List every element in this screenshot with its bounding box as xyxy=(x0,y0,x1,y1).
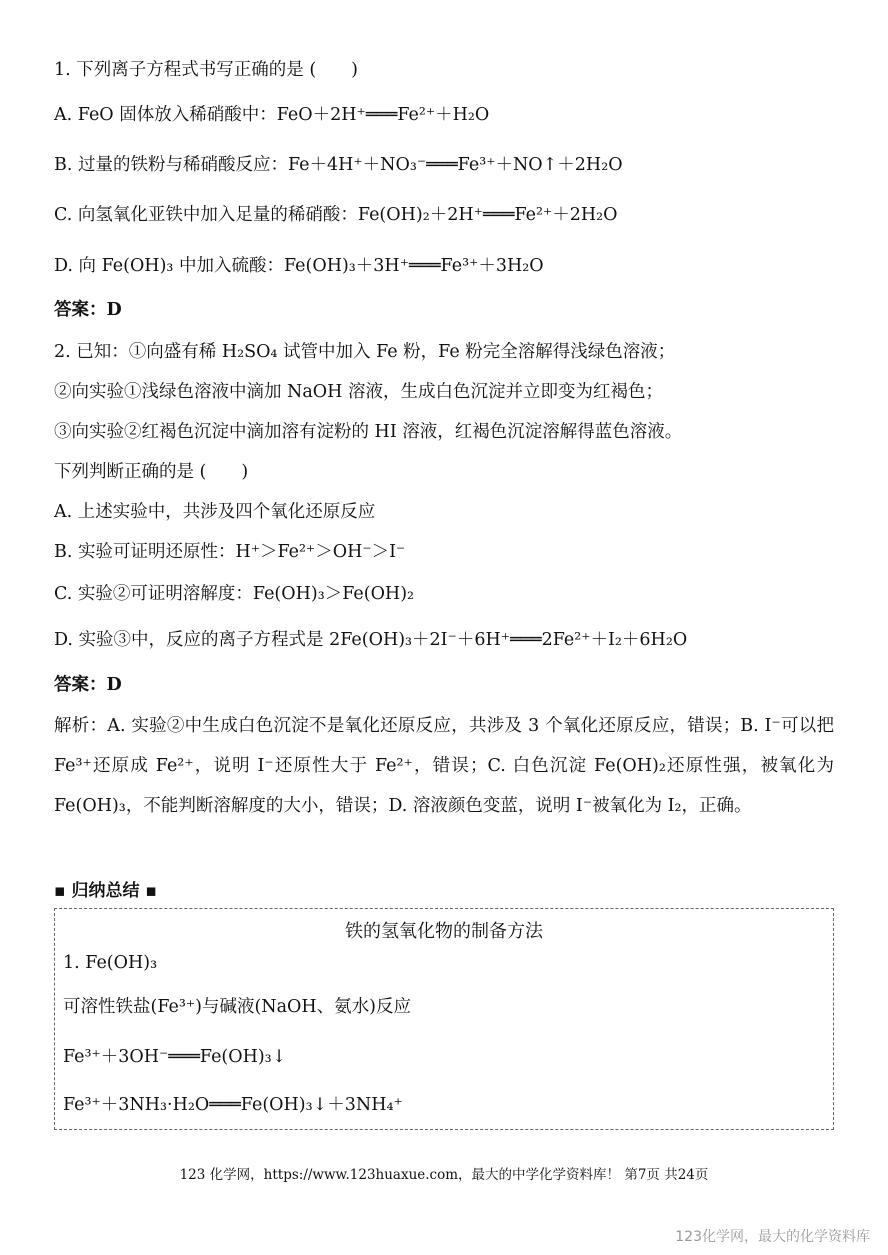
q1-answer: 答案：D xyxy=(54,300,122,320)
summary-equation-1: Fe³⁺＋3OH⁻═══Fe(OH)₃↓ xyxy=(63,1047,287,1067)
q2-option-d: D. 实验③中，反应的离子方程式是 2Fe(OH)₃＋2I⁻＋6H⁺═══2Fe²⁺＋I₂＋6H₂O xyxy=(54,630,688,650)
q1-option-a: A. FeO 固体放入稀硝酸中：FeO＋2H⁺═══Fe²⁺＋H₂O xyxy=(54,105,490,125)
q2-option-b: B. 实验可证明还原性：H⁺＞Fe²⁺＞OH⁻＞I⁻ xyxy=(54,542,406,562)
q1-option-d: D. 向 Fe(OH)₃ 中加入硫酸：Fe(OH)₃＋3H⁺═══Fe³⁺＋3H₂O xyxy=(54,256,544,276)
q2-answer: 答案：D xyxy=(54,675,122,695)
q2-analysis: 解析：A. 实验②中生成白色沉淀不是氧化还原反应，共涉及 3 个氧化还原反应，错误；B. I⁻可以把 Fe³⁺还原成 Fe²⁺，说明 I⁻还原性大于 Fe²⁺，错误；C. 白色沉淀 Fe(OH)₂还原性强，被氧化为 Fe(OH)₃，不能判断溶解度的大小，错误；D. 溶液颜色变蓝，说明 I⁻被氧化为 I₂，正确。 xyxy=(54,716,834,816)
q1-stem: 1. 下列离子方程式书写正确的是 ( ) xyxy=(54,60,358,80)
summary-item-1: 1. Fe(OH)₃ xyxy=(63,953,158,973)
q2-option-a: A. 上述实验中，共涉及四个氧化还原反应 xyxy=(54,502,376,522)
q1-option-b: B. 过量的铁粉与稀硝酸反应：Fe＋4H⁺＋NO₃⁻═══Fe³⁺＋NO↑＋2H₂O xyxy=(54,155,623,175)
page-footer: 123 化学网，https://www.123huaxue.com，最大的中学化学资料库！ 第7页 共24页 xyxy=(179,1167,709,1183)
summary-equation-2: Fe³⁺＋3NH₃·H₂O═══Fe(OH)₃↓＋3NH₄⁺ xyxy=(63,1095,403,1115)
summary-box xyxy=(54,908,834,1130)
q2-option-c: C. 实验②可证明溶解度：Fe(OH)₃＞Fe(OH)₂ xyxy=(54,584,415,604)
watermark: 123化学网，最大的化学资料库 xyxy=(675,1229,870,1245)
summary-heading: ▪ 归纳总结 ▪ xyxy=(54,881,157,901)
summary-title: 铁的氢氧化物的制备方法 xyxy=(345,921,543,942)
q2-stem-1: 2. 已知：①向盛有稀 H₂SO₄ 试管中加入 Fe 粉，Fe 粉完全溶解得浅绿色溶液； xyxy=(54,342,676,362)
summary-desc: 可溶性铁盐(Fe³⁺)与碱液(NaOH、氨水)反应 xyxy=(63,997,411,1017)
q2-stem-3: ③向实验②红褐色沉淀中滴加溶有淀粉的 HI 溶液，红褐色沉淀溶解得蓝色溶液。 xyxy=(54,422,683,442)
q1-option-c: C. 向氢氧化亚铁中加入足量的稀硝酸：Fe(OH)₂＋2H⁺═══Fe²⁺＋2H₂O xyxy=(54,205,618,225)
q2-stem-4: 下列判断正确的是 ( ) xyxy=(54,462,249,482)
q2-stem-2: ②向实验①浅绿色溶液中滴加 NaOH 溶液，生成白色沉淀并立即变为红褐色； xyxy=(54,382,663,402)
